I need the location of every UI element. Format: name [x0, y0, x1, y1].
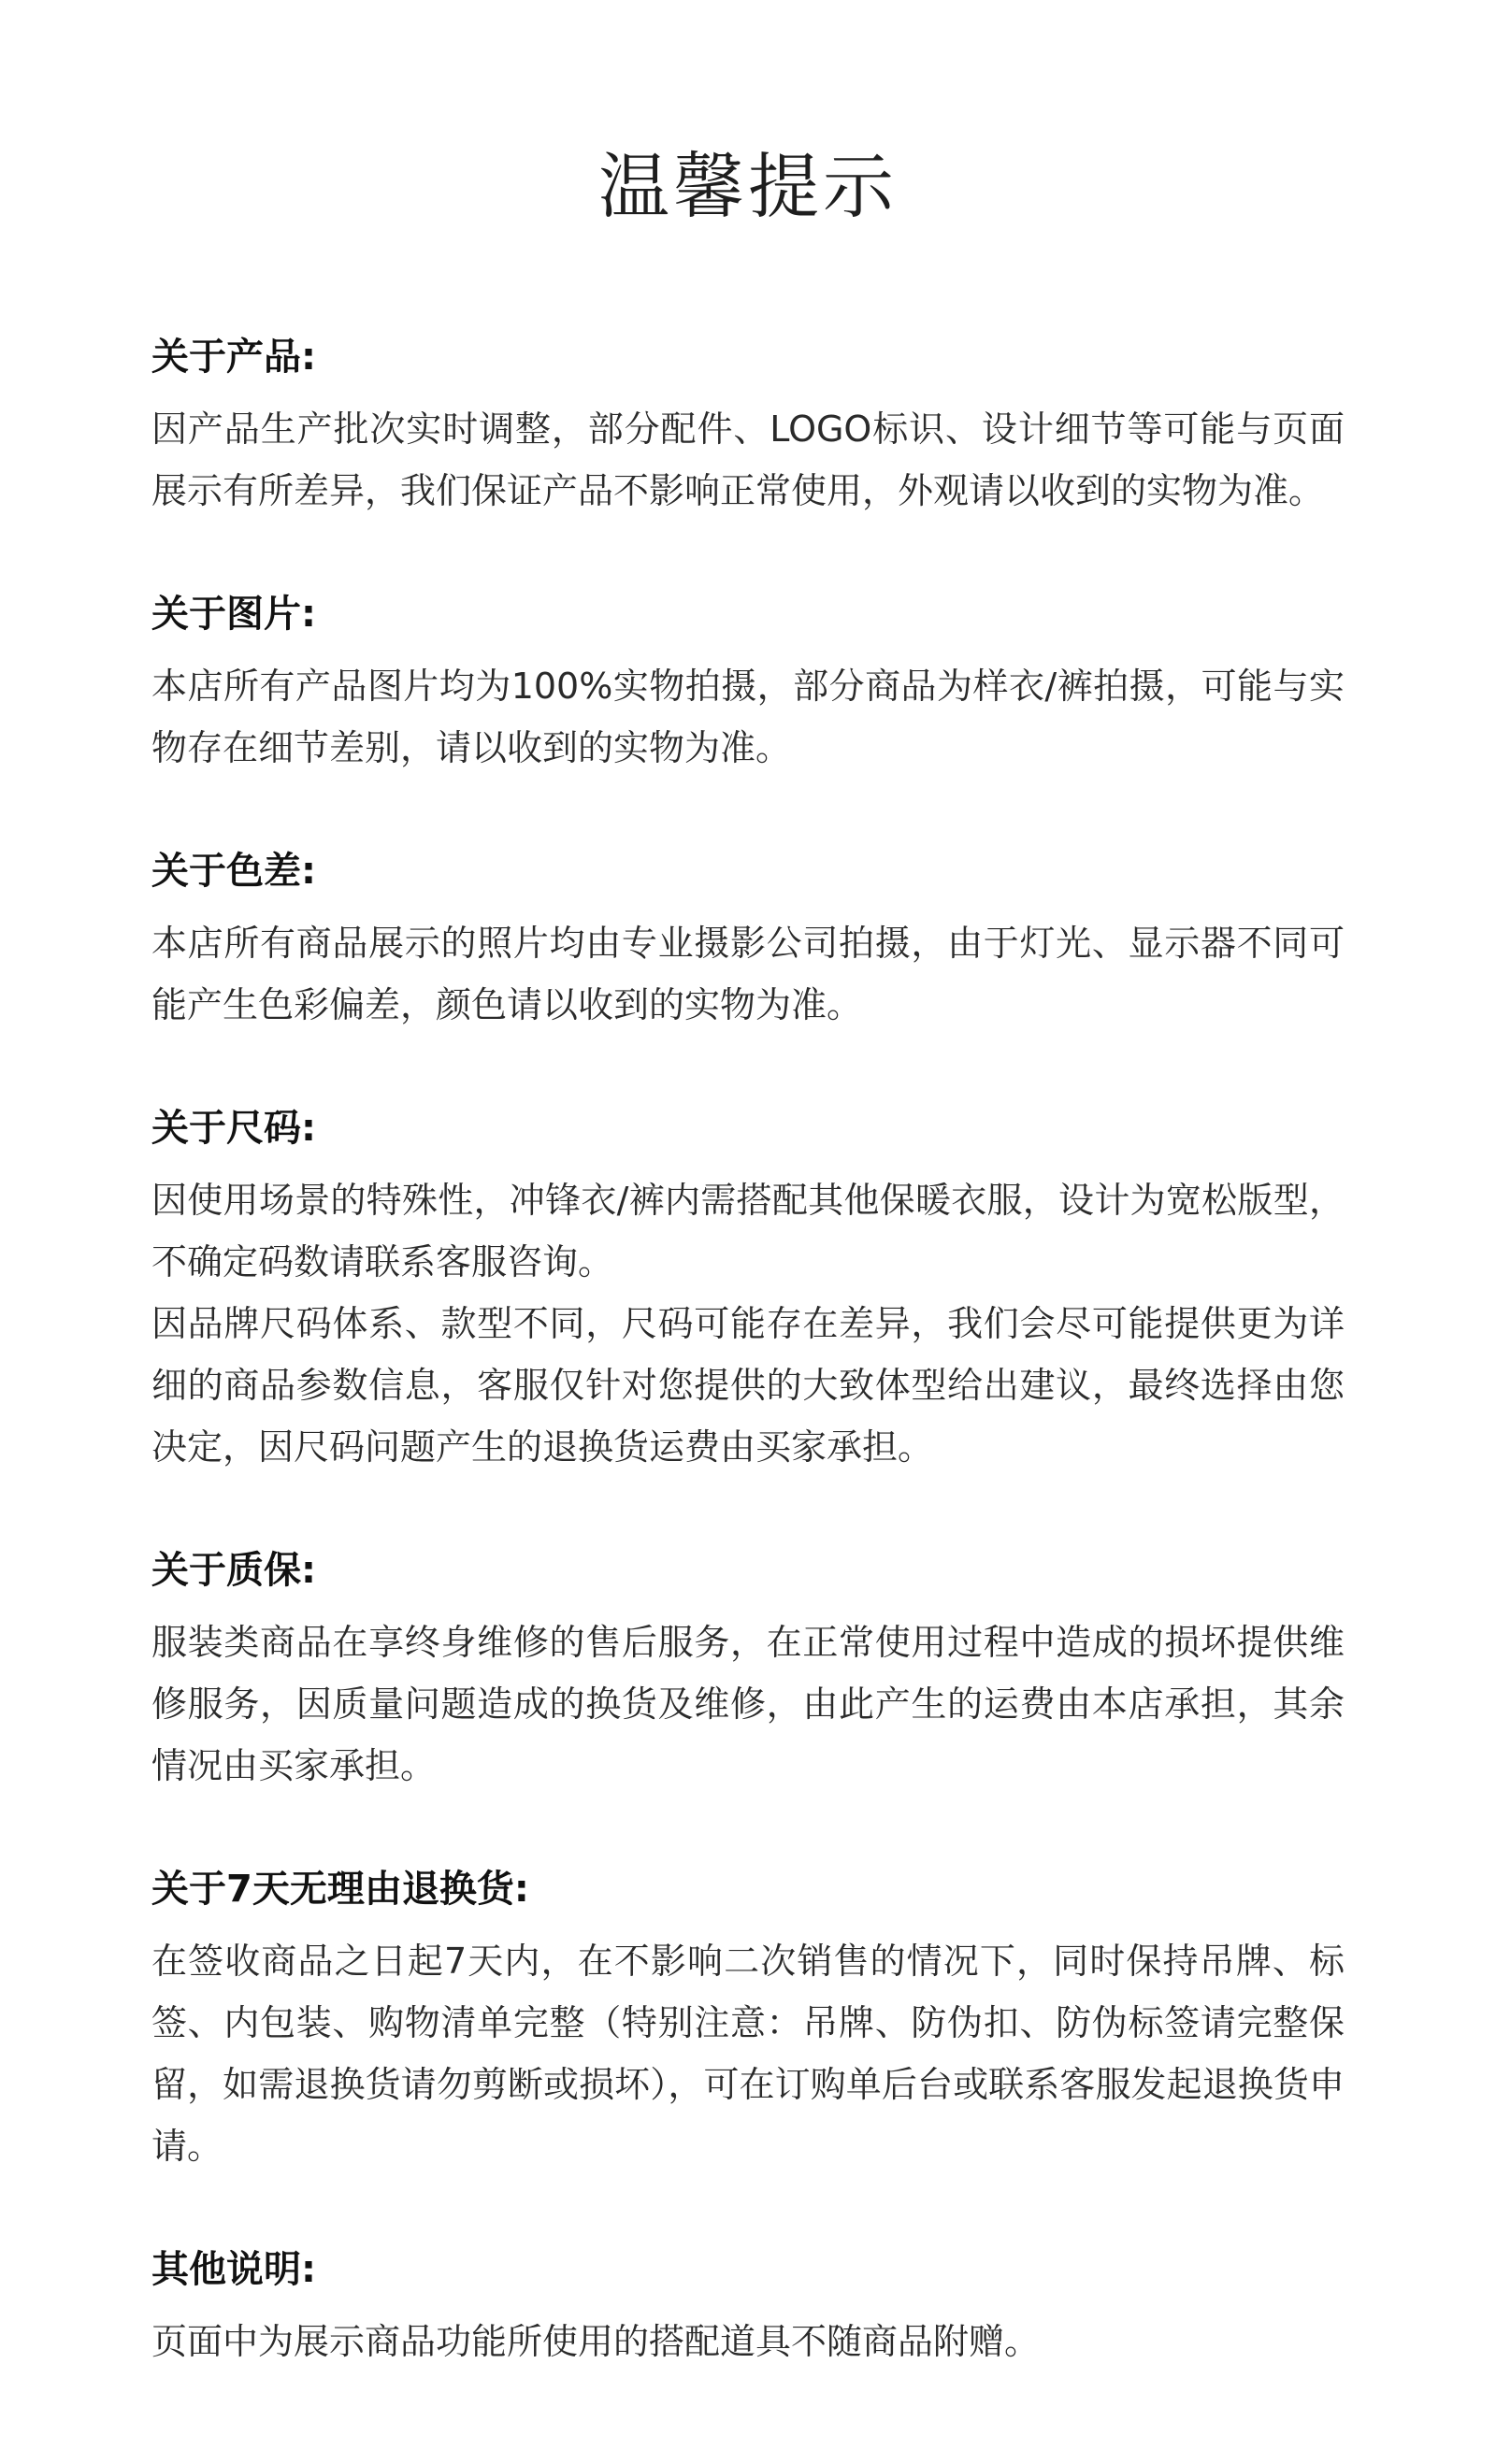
section-paragraph: 页面中为展示商品功能所使用的搭配道具不随商品附赠。 — [151, 2321, 1041, 2362]
section-body — [151, 2311, 1345, 2372]
section-body — [151, 1169, 1345, 1478]
section-heading: 关于图片: — [151, 593, 316, 636]
section-color-difference — [151, 849, 1345, 1036]
section-paragraph: 本店所有商品展示的照片均由专业摄影公司拍摄，由于灯光、显示器不同可能产生色彩偏差，颜色请以收到的实物为准。 — [151, 923, 1345, 1025]
section-body — [151, 912, 1345, 1036]
section-heading: 关于质保: — [151, 1549, 316, 1592]
section-body — [151, 1930, 1345, 2177]
section-size — [151, 1106, 1345, 1478]
section-body — [151, 655, 1345, 779]
section-heading: 关于7天无理由退换货: — [151, 1868, 529, 1911]
section-paragraph: 在签收商品之日起7天内，在不影响二次销售的情况下，同时保持吊牌、标签、内包装、购物清单完整（特别注意：吊牌、防伪扣、防伪标签请完整保留，如需退换货请勿剪断或损坏），可在订购单后台或联系客服发起退换货申请。 — [151, 1941, 1345, 2167]
page-title: 温馨提示 — [598, 145, 898, 228]
section-body — [151, 398, 1345, 522]
section-paragraph: 服装类商品在享终身维修的售后服务，在正常使用过程中造成的损坏提供维修服务，因质量问题造成的换货及维修，由此产生的运费由本店承担，其余情况由买家承担。 — [151, 1622, 1345, 1786]
section-paragraph: 因产品生产批次实时调整，部分配件、LOGO标识、设计细节等可能与页面展示有所差异，我们保证产品不影响正常使用，外观请以收到的实物为准。 — [151, 408, 1345, 511]
section-heading: 关于色差: — [151, 850, 316, 893]
section-product — [151, 335, 1345, 522]
section-returns — [151, 1867, 1345, 2177]
section-other — [151, 2247, 1345, 2372]
section-heading: 关于产品: — [151, 336, 316, 379]
section-warranty — [151, 1548, 1345, 1797]
section-heading: 其他说明: — [151, 2248, 316, 2291]
section-paragraph: 因使用场景的特殊性，冲锋衣/裤内需搭配其他保暖衣服，设计为宽松版型，不确定码数请联系客服咨询。 — [151, 1180, 1345, 1282]
section-paragraph: 本店所有产品图片均为100%实物拍摄，部分商品为样衣/裤拍摄，可能与实物存在细节差别，请以收到的实物为准。 — [151, 666, 1345, 768]
section-heading: 关于尺码: — [151, 1107, 316, 1150]
section-body — [151, 1612, 1345, 1797]
section-images — [151, 592, 1345, 779]
section-paragraph: 因品牌尺码体系、款型不同，尺码可能存在差异，我们会尽可能提供更为详细的商品参数信息，客服仅针对您提供的大致体型给出建议，最终选择由您决定，因尺码问题产生的退换货运费由买家承担。 — [151, 1303, 1345, 1468]
